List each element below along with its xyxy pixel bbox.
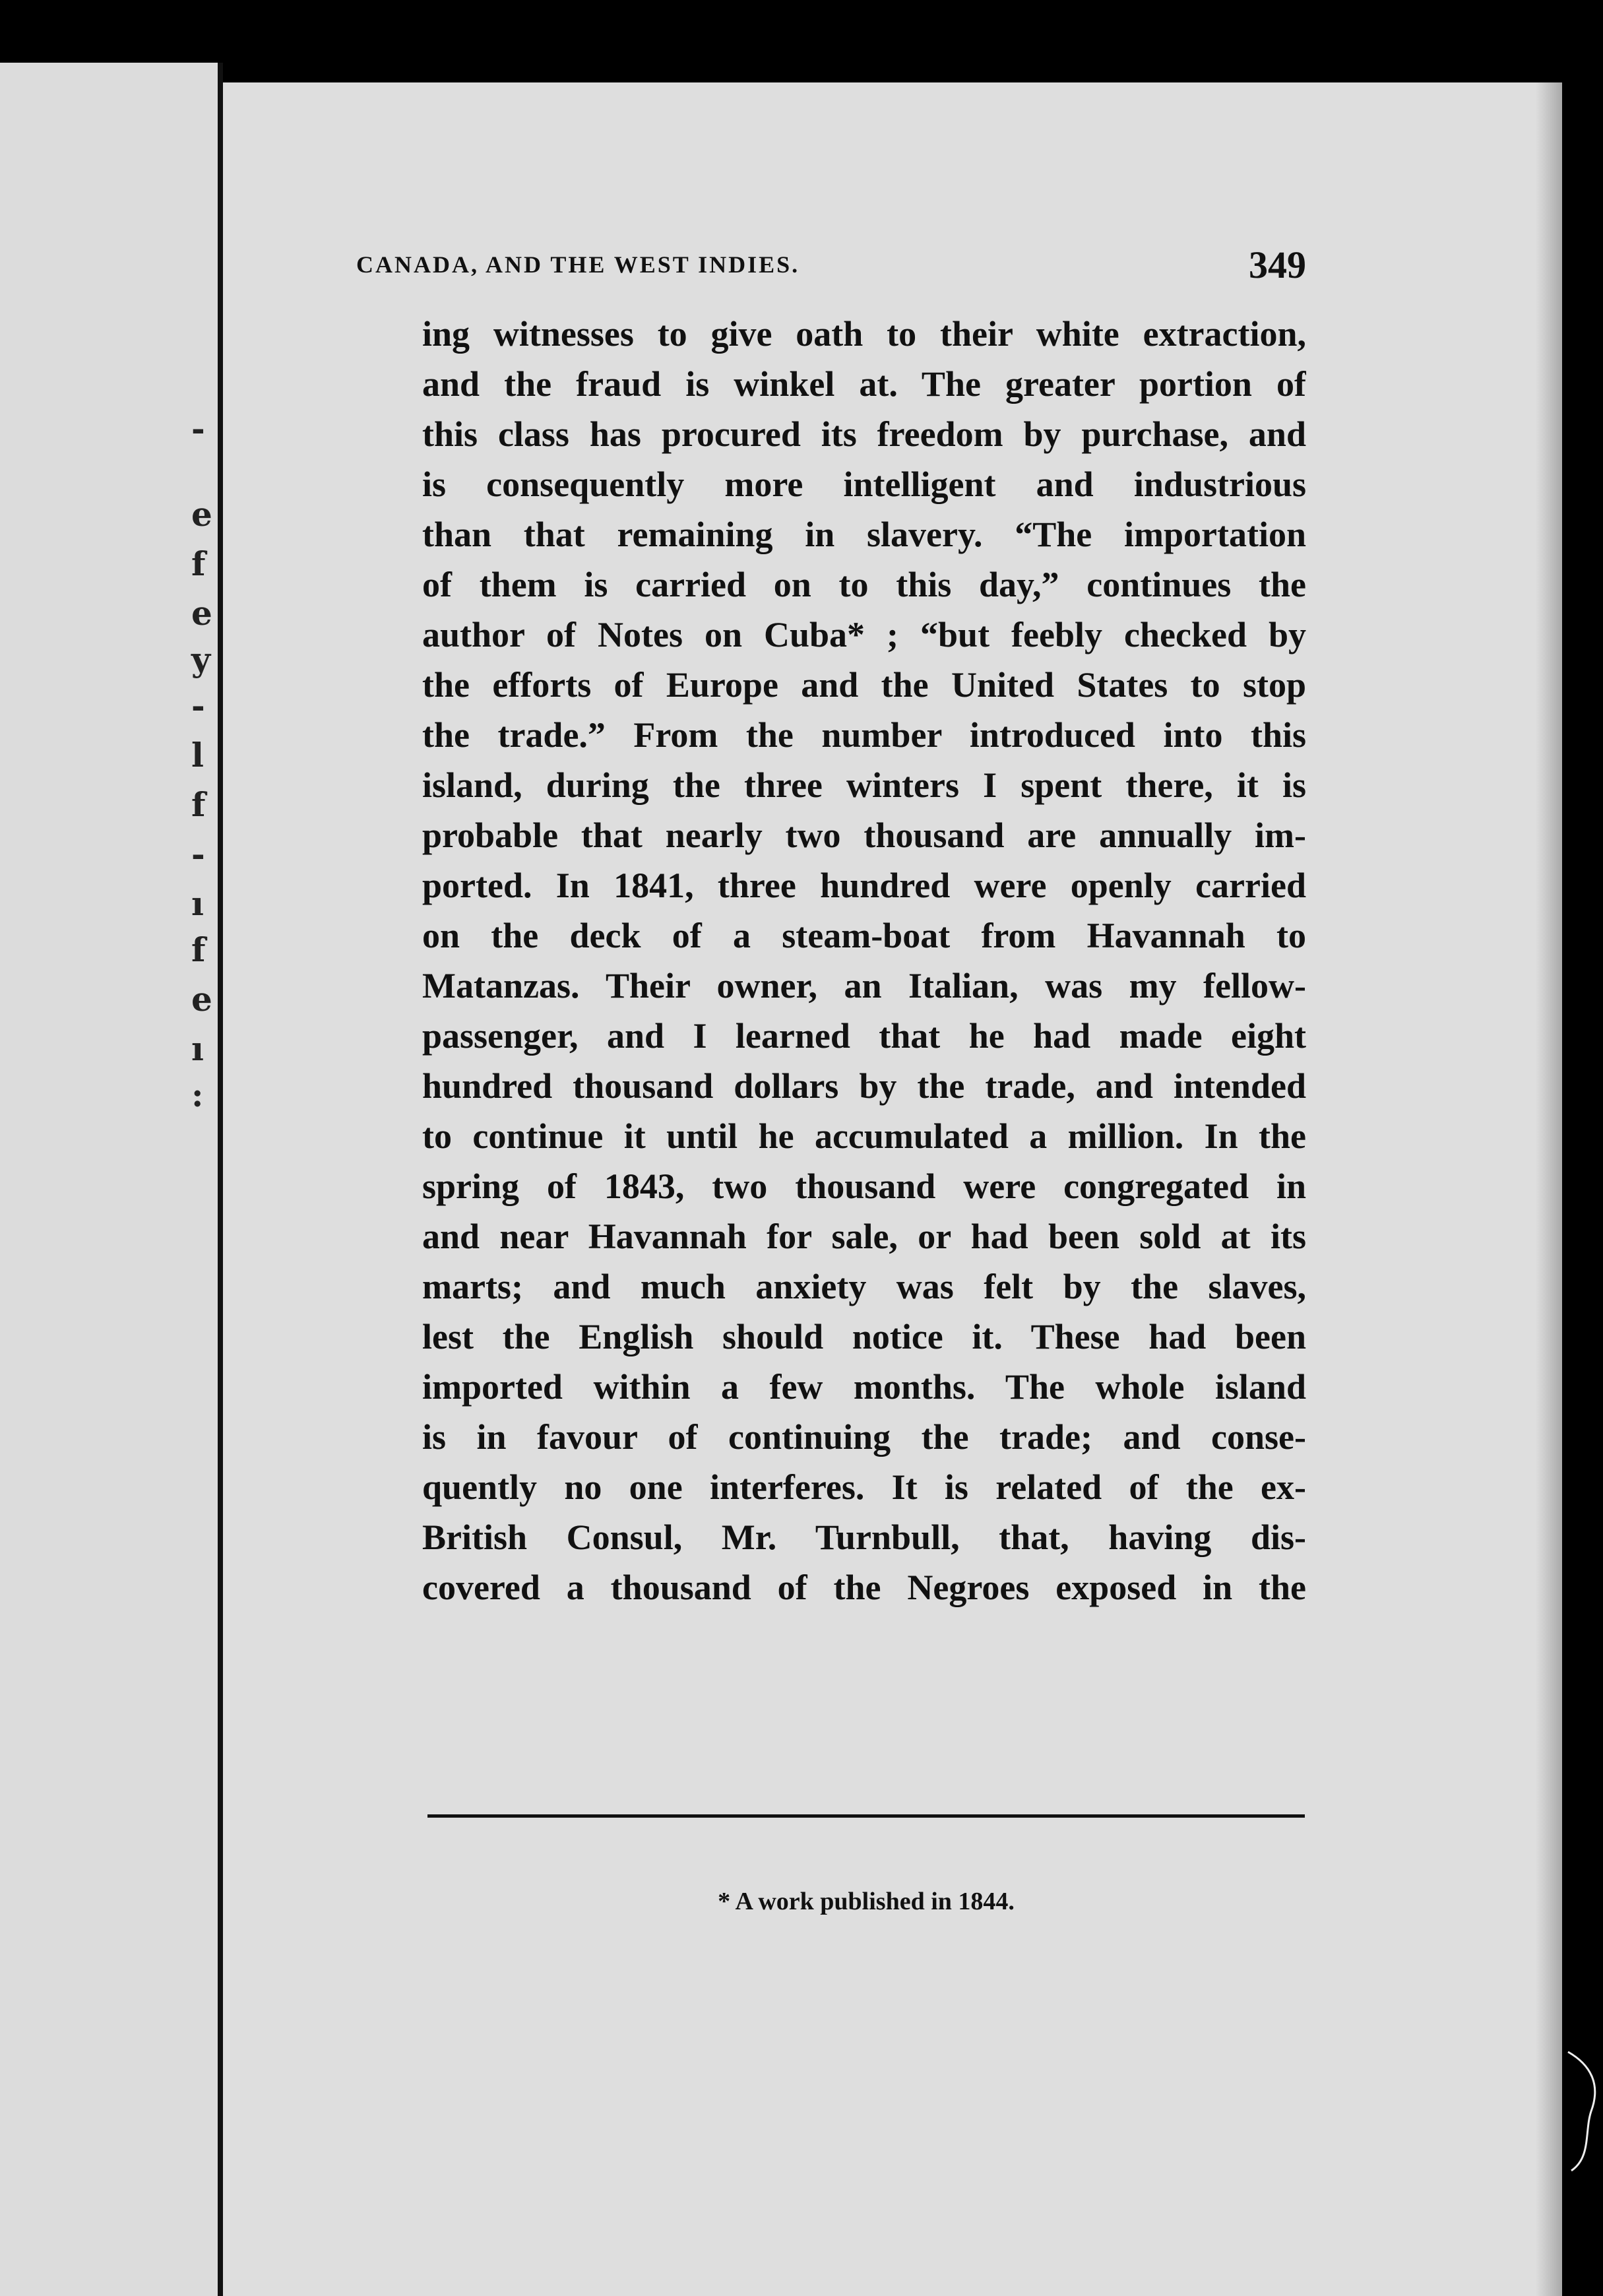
footnote: * A work published in 1844. — [718, 1888, 1015, 1915]
text-line: probable that nearly two thousand are annually im- — [422, 815, 1306, 855]
previous-page-letter-column — [191, 396, 218, 1649]
text-line: lest the English should notice it. These had been — [422, 1317, 1306, 1356]
text-line: on the deck of a steam-boat from Havannah to — [422, 916, 1306, 955]
previous-page-letter: f — [191, 544, 206, 583]
text-line: British Consul, Mr. Turnbull, that, having dis- — [422, 1517, 1306, 1557]
text-line: of them is carried on to this day,” continues the — [422, 565, 1306, 604]
previous-page-letter: - — [191, 409, 205, 448]
text-line: and the fraud is winkel at. The greater portion of — [422, 364, 1306, 404]
previous-page-letter: f — [191, 930, 206, 969]
previous-page-letter: ı — [191, 884, 204, 923]
text-line: imported within a few months. The whole island — [422, 1367, 1306, 1407]
text-line: ported. In 1841, three hundred were openly carried — [422, 866, 1306, 905]
previous-page-letter: y — [191, 640, 211, 679]
text-line: island, during the three winters I spent there, it is — [422, 765, 1306, 805]
running-head — [356, 243, 1306, 297]
text-line: and near Havannah for sale, or had been sold at its — [422, 1217, 1306, 1256]
text-line: ing witnesses to give oath to their white extraction, — [422, 314, 1306, 354]
text-line: the efforts of Europe and the United States to stop — [422, 665, 1306, 705]
text-line: the trade.” From the number introduced into this — [422, 715, 1306, 755]
text-line: is consequently more intelligent and industrious — [422, 464, 1306, 504]
previous-page-letter: l — [191, 736, 204, 775]
previous-page-letter: - — [191, 686, 205, 725]
text-line: marts; and much anxiety was felt by the slaves, — [422, 1267, 1306, 1306]
previous-page-letter: ı — [191, 1029, 204, 1068]
text-line: than that remaining in slavery. “The importation — [422, 515, 1306, 554]
gutter-fold — [218, 63, 223, 2296]
previous-page-letter: - — [191, 835, 205, 874]
previous-page-letter: f — [191, 785, 206, 824]
footnote-rule — [427, 1814, 1305, 1818]
text-line: hundred thousand dollars by the trade, and intended — [422, 1066, 1306, 1106]
text-line: to continue it until he accumulated a million. In the — [422, 1116, 1306, 1156]
text-line: Matanzas. Their owner, an Italian, was my fellow- — [422, 966, 1306, 1005]
text-line: spring of 1843, two thousand were congregated in — [422, 1166, 1306, 1206]
previous-page-edge — [0, 63, 218, 2296]
page-edge-scratch — [1565, 2045, 1603, 2177]
page-number: 349 — [1249, 243, 1306, 286]
previous-page-letter: e — [191, 594, 212, 633]
previous-page-letter: : — [191, 1075, 204, 1114]
text-line: is in favour of continuing the trade; and conse- — [422, 1417, 1306, 1457]
previous-page-letter: e — [191, 495, 212, 534]
page-edge-shadow — [1536, 82, 1562, 2296]
text-line: passenger, and I learned that he had made eight — [422, 1016, 1306, 1056]
text-line: author of Notes on Cuba* ; “but feebly checked by — [422, 615, 1306, 654]
previous-page-letter: e — [191, 980, 212, 1019]
body-text — [422, 309, 1306, 1612]
text-line: quently no one interferes. It is related of the ex- — [422, 1467, 1306, 1507]
running-title: CANADA, AND THE WEST INDIES. — [356, 251, 800, 278]
text-line: covered a thousand of the Negroes exposed in the — [422, 1568, 1306, 1607]
text-line: this class has procured its freedom by purchase, and — [422, 414, 1306, 454]
